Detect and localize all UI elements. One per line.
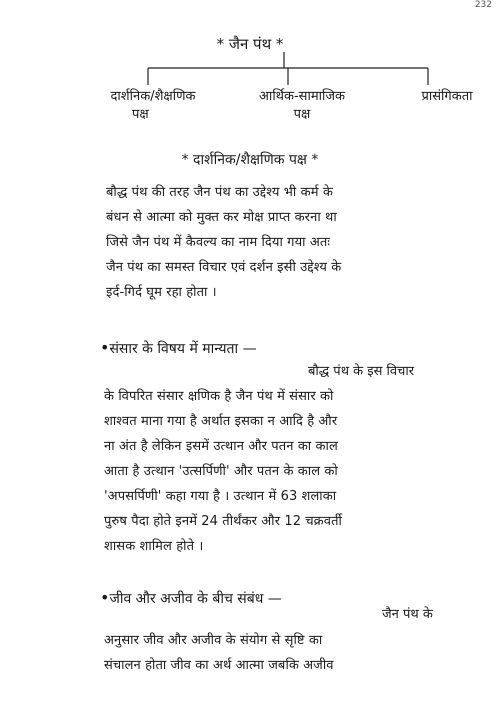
bullet-dot: • bbox=[100, 588, 110, 607]
branch-philosophical bbox=[92, 88, 214, 124]
para2-line: पुरुष पैदा होते इनमें 24 तीर्थंकर और 12 चक्रवर्ती bbox=[104, 514, 342, 529]
para2-line: के विपरित संसार क्षणिक है जैन पंथ में संसार को bbox=[104, 389, 334, 404]
paragraph-3 bbox=[104, 628, 334, 678]
page-number: 232 bbox=[474, 0, 492, 10]
section-title: * दार्शनिक/शैक्षणिक पक्ष * bbox=[181, 152, 319, 168]
branch-relevance-line1: प्रासंगिकता bbox=[421, 89, 473, 104]
page-title: * जैन पंथ * bbox=[216, 35, 284, 53]
para1-line: बंधन से आत्मा को मुक्त कर मोक्ष प्राप्त करना था bbox=[106, 210, 337, 225]
para1-line: इर्द-गिर्द घूम रहा होता । bbox=[106, 285, 217, 300]
branch-economic-line1: आर्थिक-सामाजिक bbox=[259, 89, 345, 104]
para2-line: शासक शामिल होते । bbox=[104, 539, 204, 554]
para2-line: ना अंत है लेकिन इसमें उत्थान और पतन का काल bbox=[104, 439, 338, 454]
branch-economic-line2: पक्ष bbox=[293, 107, 311, 122]
para3-line: अनुसार जीव और अजीव के संयोग से सृष्टि का bbox=[104, 633, 323, 648]
paragraph-1 bbox=[106, 180, 341, 305]
paragraph-2 bbox=[104, 384, 342, 559]
para1-line: जैन पंथ का समस्त विचार एवं दर्शन इसी उद्देश्य के bbox=[106, 260, 342, 275]
heading-soul-matter-text: जीव और अजीव के बीच संबंध — bbox=[109, 591, 282, 607]
branch-philosophical-line1: दार्शनिक/शैक्षणिक bbox=[110, 89, 196, 104]
heading-soul-matter-continuation: जैन पंथ के bbox=[382, 607, 433, 622]
branch-philosophical-line2: पक्ष bbox=[132, 107, 149, 122]
heading-soul-matter bbox=[100, 588, 282, 608]
para2-line: आता है उत्थान 'उत्सर्पिणी' और पतन के काल को bbox=[104, 464, 338, 479]
branch-economic-social bbox=[242, 88, 362, 124]
para2-line: 'अपसर्पिणी' कहा गया है । उत्थान में 63 शलाका bbox=[104, 489, 337, 504]
branch-relevance bbox=[400, 88, 494, 106]
para1-line: बौद्ध पंथ की तरह जैन पंथ का उद्देश्य भी कर्म के bbox=[106, 185, 333, 200]
heading-world-belief bbox=[100, 338, 257, 358]
heading-world-belief-text: संसार के विषय में मान्यता — bbox=[109, 341, 257, 357]
para3-line: संचालन होता जीव का अर्थ आत्मा जबकि अजीव bbox=[104, 658, 334, 673]
para1-line: जिसे जैन पंथ में कैवल्य का नाम दिया गया अतः bbox=[106, 235, 330, 250]
heading-world-belief-continuation: बौद्ध पंथ के इस विचार bbox=[308, 364, 415, 379]
para2-line: शाश्वत माना गया है अर्थात इसका न आदि है और bbox=[104, 414, 338, 429]
bullet-dot: • bbox=[100, 338, 110, 357]
